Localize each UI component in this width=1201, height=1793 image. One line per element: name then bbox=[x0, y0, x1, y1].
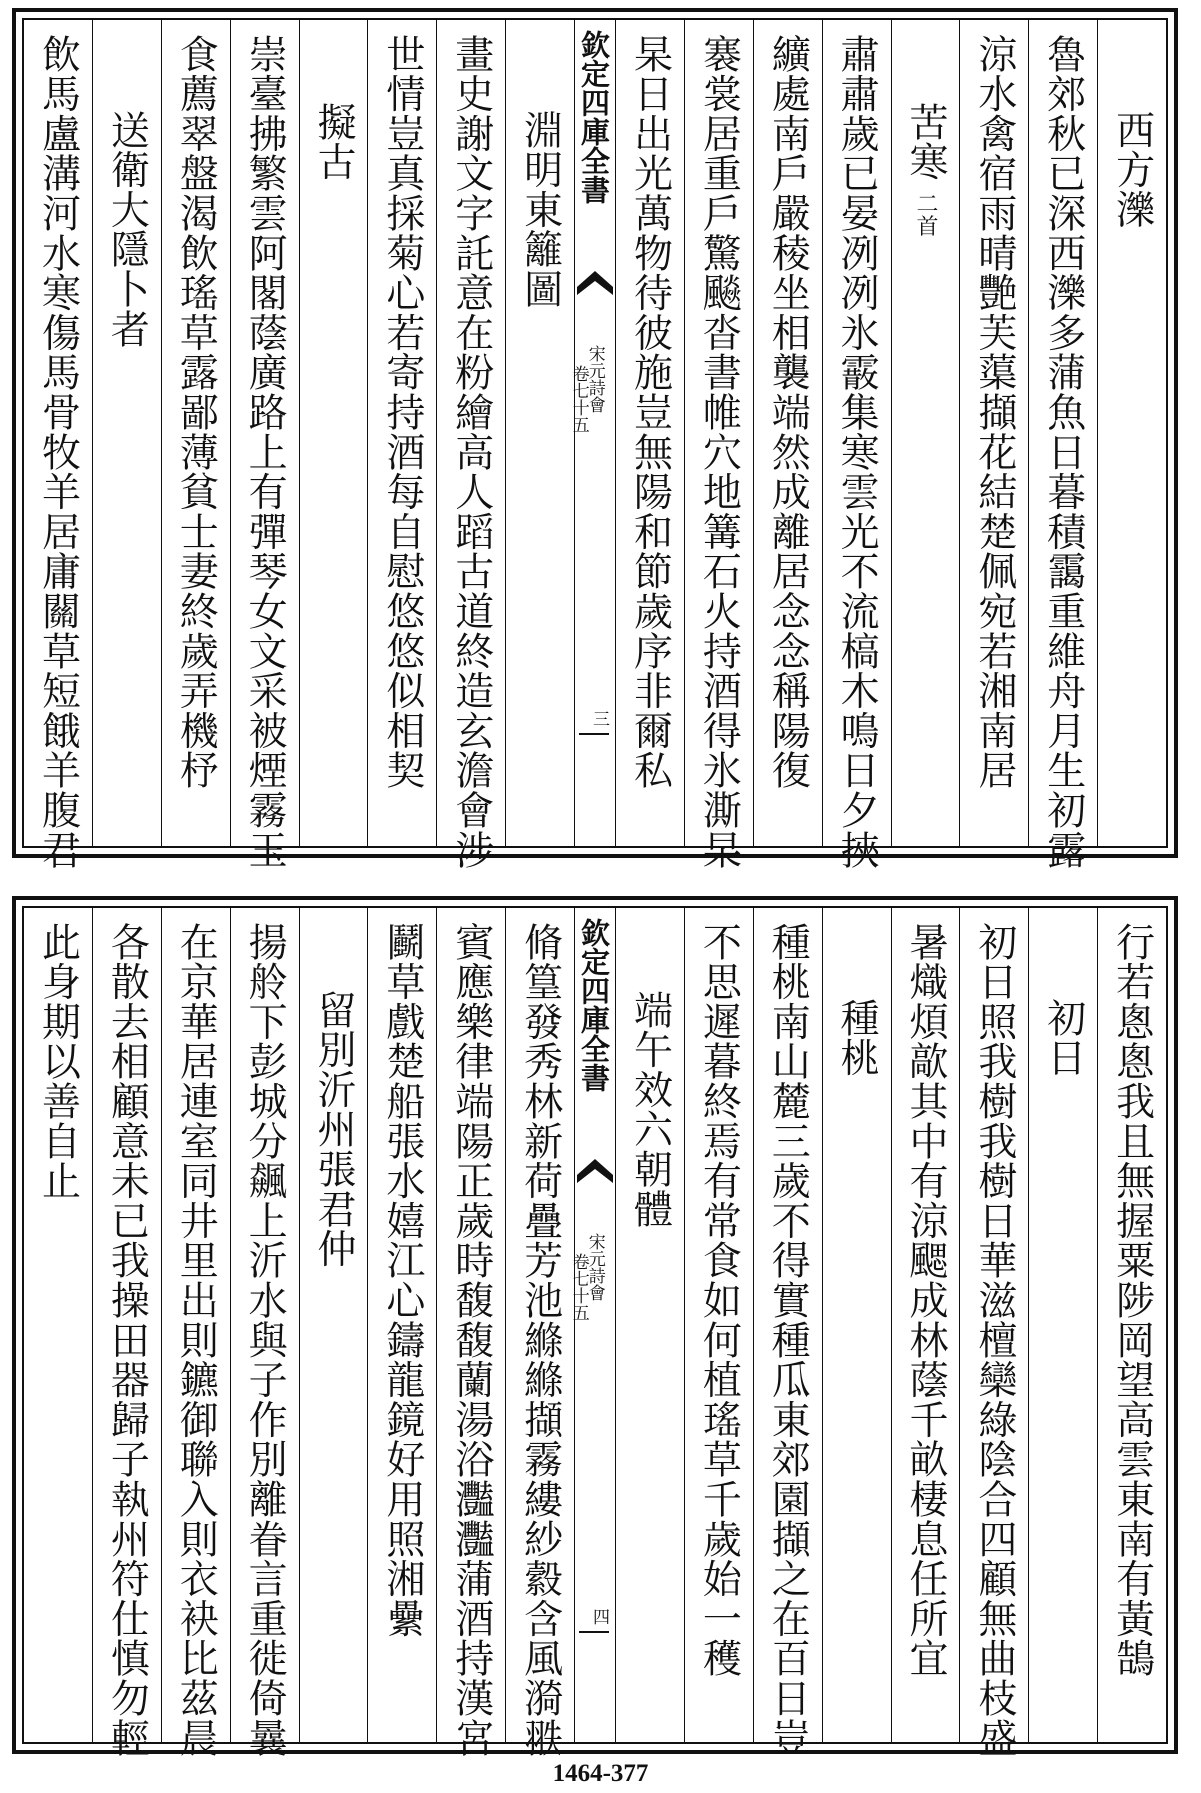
collection-name: 宋元詩會 bbox=[584, 1233, 605, 1301]
page-reference: 1464-377 bbox=[552, 1760, 649, 1787]
volume-label: 卷七十五 bbox=[568, 365, 589, 433]
text-column: 肅肅歲已晏冽冽氷霰集寒雲光不流槁木鳴日夕挾 bbox=[822, 20, 891, 846]
text-column: 涼水禽宿雨晴艷芙蕖擷花結楚佩宛若湘南居 bbox=[959, 20, 1028, 846]
center-gutter bbox=[568, 908, 615, 1742]
poem-title: 送衛大隱卜者 bbox=[92, 20, 161, 846]
text-column: 世情豈真採菊心若寄持酒每自慰悠悠似相契 bbox=[367, 20, 436, 846]
text-column: 種桃南山麓三歲不得實種瓜東郊園擷之在百日豈 bbox=[753, 908, 822, 1742]
page-number: 三 bbox=[589, 710, 609, 727]
text-column: 飲馬盧溝河水寒傷馬骨牧羊居庸關草短餓羊腹君 bbox=[35, 34, 81, 870]
text-column: 暑熾煩歊其中有涼颸成林蔭千畝棲息任所宜 bbox=[891, 908, 960, 1742]
text-column: 初日照我樹我樹日華滋檀欒綠陰合四顧無曲枝盛 bbox=[959, 908, 1028, 1742]
text-column: 不思遲暮終焉有常食如何植瑤草千歲始一穫 bbox=[684, 908, 753, 1742]
poem-title: 初日 bbox=[1028, 908, 1097, 1742]
text-column: 此身期以善自止 bbox=[35, 922, 81, 1201]
text-column: 脩篁發秀林新荷疊芳池縧縧擷霧縷紗縠含風漪翐 bbox=[505, 908, 574, 1742]
top-columns bbox=[24, 20, 1166, 870]
text-column: 褰裳居重戶驚飈沓書帷穴地篝石火持酒得氷澌杲 bbox=[684, 20, 753, 846]
page-number: 四 bbox=[589, 1608, 609, 1625]
bottom-page-panel bbox=[12, 896, 1178, 1758]
text-column: 各散去相顧意未已我操田器歸子執州符仕慎勿輕 bbox=[92, 908, 161, 1742]
poem-title: 擬古 bbox=[299, 20, 368, 846]
poem-title: 種桃 bbox=[822, 908, 891, 1742]
fish-tail-mark-icon bbox=[577, 265, 613, 301]
text-column: 賓應樂律端陽正歲時馥馥蘭湯浴灩灩蒲酒持漢宮 bbox=[436, 908, 505, 1742]
fish-tail-mark-icon bbox=[577, 1153, 613, 1189]
text-column: 行若悤悤我且無握粟陟岡望高雲東南有黃鵠 bbox=[1097, 908, 1166, 1742]
text-column: 纊處南戶嚴稜坐相襲端然成離居念念稱陽復 bbox=[753, 20, 822, 846]
poem-title: 苦寒二首 bbox=[891, 20, 960, 846]
poem-title: 淵明東籬圖 bbox=[505, 20, 574, 846]
top-page-panel bbox=[12, 8, 1178, 870]
text-column: 魯郊秋已深西濼多蒲魚日暮積靄重維舟月生初露 bbox=[1028, 20, 1097, 846]
poem-title: 端午效六朝體 bbox=[615, 908, 684, 1742]
text-column: 崇臺拂繁雲阿閣蔭廣路上有彈琴女文采被煙霧玉 bbox=[230, 20, 299, 846]
poem-title: 留別沂州張君仲 bbox=[299, 908, 368, 1742]
text-column: 杲日出光萬物待彼施豈無陽和節歲序非爾私 bbox=[615, 20, 684, 846]
text-column: 畫史謝文字託意在粉繪高人蹈古道終造玄澹會涉 bbox=[436, 20, 505, 846]
center-gutter bbox=[568, 20, 615, 846]
gutter-rule bbox=[579, 1631, 609, 1633]
title-note: 二首 bbox=[912, 191, 938, 238]
text-column: 鬬草戲楚船張水嬉江心鑄龍鏡好用照湘纍 bbox=[367, 908, 436, 1742]
book-title: 欽定四庫全書 bbox=[577, 918, 611, 1092]
text-column: 在京華居連室同井里出則鑣御聯入則衣袂比茲晨 bbox=[161, 908, 230, 1742]
text-column: 食薦翠盤渴飲瑤草露鄙薄貧士妻終歲弄機杼 bbox=[161, 20, 230, 846]
book-title: 欽定四庫全書 bbox=[577, 30, 611, 204]
volume-label: 卷七十五 bbox=[568, 1253, 589, 1321]
gutter-rule bbox=[579, 733, 609, 735]
text-column: 揚舲下彭城分飆上沂水與子作別離眷言重徙倚曩 bbox=[230, 908, 299, 1742]
poem-title: 西方濼 bbox=[1097, 20, 1166, 846]
collection-name: 宋元詩會 bbox=[584, 345, 605, 413]
bottom-columns bbox=[24, 908, 1166, 1758]
